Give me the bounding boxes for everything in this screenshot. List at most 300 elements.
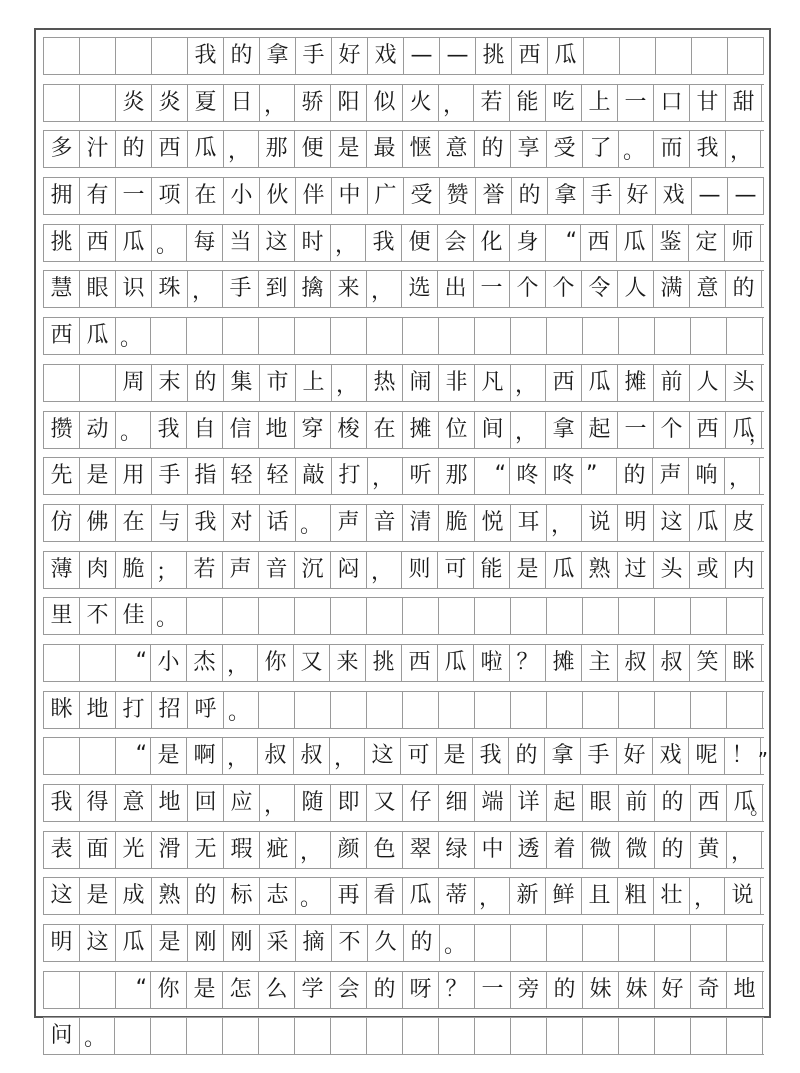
- grid-cell: [619, 925, 655, 961]
- grid-cell: [44, 738, 80, 774]
- grid-cell: 则: [402, 552, 438, 588]
- grid-cell: 那: [439, 458, 475, 494]
- grid-cell: 先: [44, 458, 80, 494]
- grid-cell: 是: [80, 458, 116, 494]
- grid-cell: 是: [80, 878, 116, 914]
- grid-cell: [583, 1018, 619, 1054]
- grid-cell: 这: [259, 225, 295, 261]
- grid-cell: [403, 318, 439, 354]
- grid-cell: [583, 598, 619, 634]
- grid-cell: 赞: [440, 178, 476, 214]
- grid-cell: 拿: [546, 412, 582, 448]
- grid-cell: 颜: [331, 832, 367, 868]
- grid-cell: 前: [654, 365, 690, 401]
- grid-cell: 一: [475, 972, 511, 1008]
- grid-cell: 日: [224, 85, 260, 121]
- grid-cell: 肉: [80, 552, 116, 588]
- grid-cell: 听: [403, 458, 439, 494]
- grid-cell: 中: [475, 832, 511, 868]
- grid-cell: ，: [332, 365, 367, 401]
- grid-cell: 闷: [331, 552, 367, 588]
- grid-cell: “: [116, 738, 151, 774]
- grid-cell: 瓜: [548, 38, 584, 74]
- grid-cell: 炎: [116, 85, 152, 121]
- grid-cell: 的: [224, 38, 260, 74]
- grid-cell: —: [692, 178, 728, 214]
- grid-cell: 熟: [152, 878, 188, 914]
- grid-cell: 穿: [295, 412, 331, 448]
- grid-cell: 骄: [295, 85, 331, 121]
- grid-cell: 的: [509, 738, 545, 774]
- grid-cell: 明: [44, 925, 80, 961]
- grid-cell: 笑: [690, 645, 726, 681]
- grid-cell: [584, 38, 620, 74]
- grid-cell: 可: [401, 738, 437, 774]
- grid-cell: [619, 1018, 655, 1054]
- grid-cell: 口: [654, 85, 690, 121]
- grid-cell: 的: [188, 365, 224, 401]
- grid-cell: 拥: [44, 178, 80, 214]
- grid-cell: 手: [223, 271, 259, 307]
- grid-cell: [80, 972, 116, 1008]
- grid-cell: 瓜: [617, 225, 653, 261]
- grid-cell: [619, 692, 655, 728]
- grid-cell: 问: [44, 1018, 80, 1054]
- grid-cell: 定: [689, 225, 725, 261]
- grid-cell: 蒂: [439, 878, 475, 914]
- grid-cell: 。: [440, 925, 475, 961]
- grid-cell: 细: [439, 785, 475, 821]
- grid-cell: 瓜: [188, 131, 224, 167]
- grid-cell: [223, 318, 259, 354]
- grid-cell: 叔: [618, 645, 654, 681]
- grid-cell: [655, 925, 691, 961]
- grid-cell: 么: [259, 972, 295, 1008]
- grid-cell: 身: [510, 225, 546, 261]
- grid-cell: 又: [294, 645, 330, 681]
- grid-cell: 主: [582, 645, 618, 681]
- grid-cell: [691, 925, 727, 961]
- grid-cell: 杰: [187, 645, 223, 681]
- grid-cell: [475, 1018, 511, 1054]
- grid-cell: 的: [367, 972, 403, 1008]
- grid-cell: 面: [80, 832, 116, 868]
- grid-cell: 阳: [331, 85, 367, 121]
- grid-cell: [439, 1018, 475, 1054]
- grid-cell: [187, 598, 223, 634]
- grid-cell: [511, 1018, 547, 1054]
- grid-cell: [439, 598, 475, 634]
- grid-cell: [115, 1018, 151, 1054]
- grid-cell: 每: [187, 225, 223, 261]
- grid-cell: 在: [116, 505, 152, 541]
- grid-cell: 头: [654, 552, 690, 588]
- grid-cell: 怎: [223, 972, 259, 1008]
- grid-cell: 微: [619, 832, 655, 868]
- grid-cell: 透: [511, 832, 547, 868]
- grid-cell: 便: [295, 131, 331, 167]
- grid-cell: [692, 38, 728, 74]
- grid-cell: 可: [438, 552, 474, 588]
- grid-cell: 人: [690, 365, 726, 401]
- grid-cell: 我: [188, 505, 224, 541]
- grid-cell: 小: [151, 645, 187, 681]
- grid-cell: [475, 692, 511, 728]
- grid-row: [43, 504, 764, 542]
- grid-cell: [259, 598, 295, 634]
- grid-cell: 这: [44, 878, 80, 914]
- grid-row: [43, 877, 764, 915]
- grid-cell: 惬: [403, 131, 439, 167]
- grid-cell: ，: [475, 878, 510, 914]
- grid-cell: [691, 1018, 727, 1054]
- grid-cell: ，: [725, 458, 760, 494]
- grid-cell: [367, 1018, 403, 1054]
- grid-cell: 手: [152, 458, 188, 494]
- grid-cell: [187, 318, 223, 354]
- grid-cell: [259, 692, 295, 728]
- grid-cell: [547, 598, 583, 634]
- grid-cell: 音: [259, 552, 295, 588]
- grid-cell: 回: [188, 785, 224, 821]
- grid-cell: [223, 598, 259, 634]
- grid-row: [43, 644, 764, 682]
- grid-cell: 音: [367, 505, 403, 541]
- grid-cell: 识: [116, 271, 152, 307]
- grid-cell: 眯: [726, 645, 762, 681]
- grid-cell: 色: [367, 832, 403, 868]
- grid-cell: 啦: [474, 645, 510, 681]
- grid-cell: 打: [332, 458, 368, 494]
- grid-cell: 黄: [691, 832, 727, 868]
- grid-cell: 光: [116, 832, 152, 868]
- grid-cell: —: [440, 38, 476, 74]
- grid-cell: ？: [510, 645, 546, 681]
- grid-cell: 瓜: [582, 365, 618, 401]
- grid-cell: [403, 1018, 439, 1054]
- grid-cell: 在: [188, 178, 224, 214]
- grid-cell: 意: [690, 271, 726, 307]
- grid-cell: 。: [116, 318, 151, 354]
- grid-cell: [655, 598, 691, 634]
- grid-cell: 信: [223, 412, 259, 448]
- grid-cell: [727, 925, 763, 961]
- grid-row: [43, 224, 764, 262]
- grid-cell: ，: [188, 271, 223, 307]
- grid-cell: ；: [152, 552, 187, 588]
- grid-cell: 伴: [296, 178, 332, 214]
- grid-cell: ，: [367, 271, 402, 307]
- grid-cell: [511, 692, 547, 728]
- grid-cell: 西: [152, 131, 188, 167]
- grid-cell: 受: [547, 131, 583, 167]
- grid-cell: 而: [654, 131, 690, 167]
- grid-cell: 着: [547, 832, 583, 868]
- grid-cell: 话: [260, 505, 296, 541]
- grid-row: [43, 784, 770, 822]
- grid-cell: [44, 85, 80, 121]
- grid-cell: 沉: [295, 552, 331, 588]
- grid-cell: 凡: [475, 365, 511, 401]
- grid-cell: [44, 365, 80, 401]
- grid-cell: 誉: [476, 178, 512, 214]
- grid-cell: 妹: [619, 972, 655, 1008]
- grid-cell: [80, 85, 116, 121]
- grid-cell: 若: [474, 85, 510, 121]
- grid-cell: 呼: [188, 692, 224, 728]
- grid-cell: [619, 598, 655, 634]
- grid-cell: 过: [618, 552, 654, 588]
- grid-cell: “: [475, 458, 510, 494]
- grid-cell: 我: [188, 38, 224, 74]
- grid-cell: [691, 692, 727, 728]
- grid-cell: 鉴: [653, 225, 689, 261]
- overflow-punctuation: 。: [750, 795, 770, 819]
- grid-cell: 或: [690, 552, 726, 588]
- grid-cell: 的: [404, 925, 440, 961]
- grid-cell: 佛: [80, 505, 116, 541]
- grid-cell: 若: [187, 552, 223, 588]
- grid-cell: 又: [367, 785, 403, 821]
- grid-cell: 出: [438, 271, 474, 307]
- grid-cell: 久: [368, 925, 404, 961]
- grid-cell: 攒: [44, 412, 80, 448]
- grid-cell: 的: [655, 832, 691, 868]
- grid-cell: 时: [295, 225, 331, 261]
- grid-cell: [403, 598, 439, 634]
- grid-cell: 市: [260, 365, 296, 401]
- grid-cell: 声: [223, 552, 259, 588]
- grid-cell: 的: [726, 271, 762, 307]
- grid-cell: 挑: [44, 225, 80, 261]
- grid-cell: 摊: [618, 365, 654, 401]
- grid-cell: 一: [474, 271, 510, 307]
- grid-cell: 西: [44, 318, 80, 354]
- grid-cell: 眼: [583, 785, 619, 821]
- grid-row: [43, 270, 764, 308]
- grid-cell: 珠: [152, 271, 188, 307]
- grid-row: [43, 457, 764, 495]
- overflow-punctuation: ，: [749, 421, 769, 446]
- grid-cell: 我: [366, 225, 402, 261]
- grid-cell: [187, 1018, 223, 1054]
- grid-cell: 疵: [260, 832, 296, 868]
- grid-cell: ，: [511, 365, 546, 401]
- grid-cell: 师: [725, 225, 761, 261]
- grid-cell: 得: [80, 785, 116, 821]
- grid-cell: 是: [187, 972, 223, 1008]
- grid-cell: 。: [224, 692, 259, 728]
- grid-cell: [331, 598, 367, 634]
- grid-cell: 学: [295, 972, 331, 1008]
- grid-cell: 了: [583, 131, 619, 167]
- grid-cell: 声: [331, 505, 367, 541]
- grid-cell: 这: [654, 505, 690, 541]
- grid-cell: 在: [367, 412, 403, 448]
- grid-cell: 。: [619, 131, 654, 167]
- grid-cell: 夏: [188, 85, 224, 121]
- grid-cell: [655, 1018, 691, 1054]
- grid-cell: ，: [368, 458, 403, 494]
- grid-cell: 戏: [656, 178, 692, 214]
- grid-cell: —: [728, 178, 764, 214]
- grid-cell: [367, 598, 403, 634]
- grid-row: [43, 971, 764, 1009]
- grid-cell: 鲜: [546, 878, 582, 914]
- grid-row: [43, 364, 764, 402]
- grid-cell: 中: [332, 178, 368, 214]
- grid-cell: 化: [474, 225, 510, 261]
- grid-cell: 吃: [546, 85, 582, 121]
- grid-cell: 一: [618, 412, 654, 448]
- grid-cell: 好: [655, 972, 691, 1008]
- overflow-punctuation: ”: [757, 748, 768, 773]
- grid-cell: 甘: [690, 85, 726, 121]
- grid-cell: 佳: [116, 598, 152, 634]
- grid-cell: 无: [188, 832, 224, 868]
- grid-cell: 梭: [331, 412, 367, 448]
- grid-cell: 手: [581, 738, 617, 774]
- grid-cell: 西: [546, 365, 582, 401]
- grid-cell: [295, 318, 331, 354]
- grid-cell: 薄: [44, 552, 80, 588]
- grid-row: [43, 84, 764, 122]
- grid-cell: 便: [402, 225, 438, 261]
- grid-cell: 瓜 ，: [726, 412, 762, 448]
- grid-cell: 轻: [260, 458, 296, 494]
- grid-row: [43, 130, 764, 168]
- grid-cell: 微: [583, 832, 619, 868]
- grid-cell: [259, 318, 295, 354]
- grid-cell: [656, 38, 692, 74]
- grid-cell: [80, 38, 116, 74]
- grid-cell: 旁: [511, 972, 547, 1008]
- grid-cell: 皮: [726, 505, 762, 541]
- grid-row: [43, 597, 764, 635]
- grid-cell: 我: [690, 131, 726, 167]
- grid-cell: 擒: [295, 271, 331, 307]
- grid-cell: [223, 1018, 259, 1054]
- grid-cell: [547, 925, 583, 961]
- grid-cell: 与: [152, 505, 188, 541]
- grid-cell: 这: [365, 738, 401, 774]
- grid-cell: [367, 318, 403, 354]
- grid-cell: 西: [402, 645, 438, 681]
- grid-cell: 那: [259, 131, 295, 167]
- grid-cell: 对: [224, 505, 260, 541]
- grid-cell: ，: [223, 738, 258, 774]
- grid-cell: [403, 692, 439, 728]
- grid-cell: 仿: [44, 505, 80, 541]
- grid-cell: 动: [80, 412, 116, 448]
- grid-cell: 翠: [403, 832, 439, 868]
- composition-grid: [43, 37, 770, 1064]
- grid-cell: 表: [44, 832, 80, 868]
- grid-cell: [691, 598, 727, 634]
- grid-cell: 瓜: [116, 225, 152, 261]
- grid-cell: 摊: [403, 412, 439, 448]
- grid-cell: 打: [116, 692, 152, 728]
- grid-cell: [295, 1018, 331, 1054]
- grid-cell: 享: [511, 131, 547, 167]
- grid-cell: 采: [260, 925, 296, 961]
- grid-cell: “: [116, 972, 151, 1008]
- grid-cell: 末: [152, 365, 188, 401]
- grid-cell: 头: [726, 365, 762, 401]
- grid-cell: 前: [619, 785, 655, 821]
- grid-cell: 脆: [439, 505, 475, 541]
- grid-cell: [295, 692, 331, 728]
- grid-cell: “: [116, 645, 151, 681]
- grid-cell: 西: [80, 225, 116, 261]
- grid-cell: 火: [403, 85, 439, 121]
- grid-cell: 挑: [366, 645, 402, 681]
- grid-cell: 应: [224, 785, 260, 821]
- grid-cell: 咚: [546, 458, 582, 494]
- grid-cell: 粗: [618, 878, 654, 914]
- grid-cell: 个: [546, 271, 582, 307]
- grid-cell: [331, 692, 367, 728]
- grid-cell: 叔: [654, 645, 690, 681]
- grid-cell: 上: [296, 365, 332, 401]
- grid-cell: 集: [224, 365, 260, 401]
- grid-cell: [44, 38, 80, 74]
- grid-cell: [475, 598, 511, 634]
- grid-cell: ，: [547, 505, 582, 541]
- grid-cell: [439, 318, 475, 354]
- grid-cell: ！ ”: [725, 738, 761, 774]
- grid-cell: 是: [151, 738, 187, 774]
- grid-row: [43, 551, 764, 589]
- grid-cell: 戏: [653, 738, 689, 774]
- grid-cell: 招: [152, 692, 188, 728]
- grid-row: [43, 691, 764, 729]
- grid-cell: ，: [690, 878, 725, 914]
- grid-cell: [655, 318, 691, 354]
- grid-row: [43, 411, 769, 449]
- grid-cell: 瑕: [224, 832, 260, 868]
- grid-cell: 最: [367, 131, 403, 167]
- grid-cell: 这: [80, 925, 116, 961]
- grid-cell: [547, 692, 583, 728]
- grid-cell: 热: [367, 365, 403, 401]
- grid-cell: 似: [367, 85, 403, 121]
- grid-cell: 伙: [260, 178, 296, 214]
- grid-cell: [331, 1018, 367, 1054]
- grid-cell: 来: [330, 645, 366, 681]
- grid-cell: [619, 318, 655, 354]
- grid-cell: 你: [151, 972, 187, 1008]
- grid-cell: 西: [581, 225, 617, 261]
- grid-cell: 来: [331, 271, 367, 307]
- grid-cell: [583, 925, 619, 961]
- grid-cell: 里: [44, 598, 80, 634]
- grid-cell: 瓜: [546, 552, 582, 588]
- grid-cell: 壮: [654, 878, 690, 914]
- grid-cell: [655, 692, 691, 728]
- grid-cell: 能: [510, 85, 546, 121]
- grid-cell: 自: [187, 412, 223, 448]
- grid-cell: 好: [617, 738, 653, 774]
- grid-cell: 摊: [546, 645, 582, 681]
- grid-cell: 上: [582, 85, 618, 121]
- grid-cell: ，: [296, 832, 331, 868]
- grid-cell: 意: [116, 785, 152, 821]
- grid-cell: 摘: [296, 925, 332, 961]
- grid-cell: 再: [331, 878, 367, 914]
- grid-cell: [620, 38, 656, 74]
- grid-cell: [439, 692, 475, 728]
